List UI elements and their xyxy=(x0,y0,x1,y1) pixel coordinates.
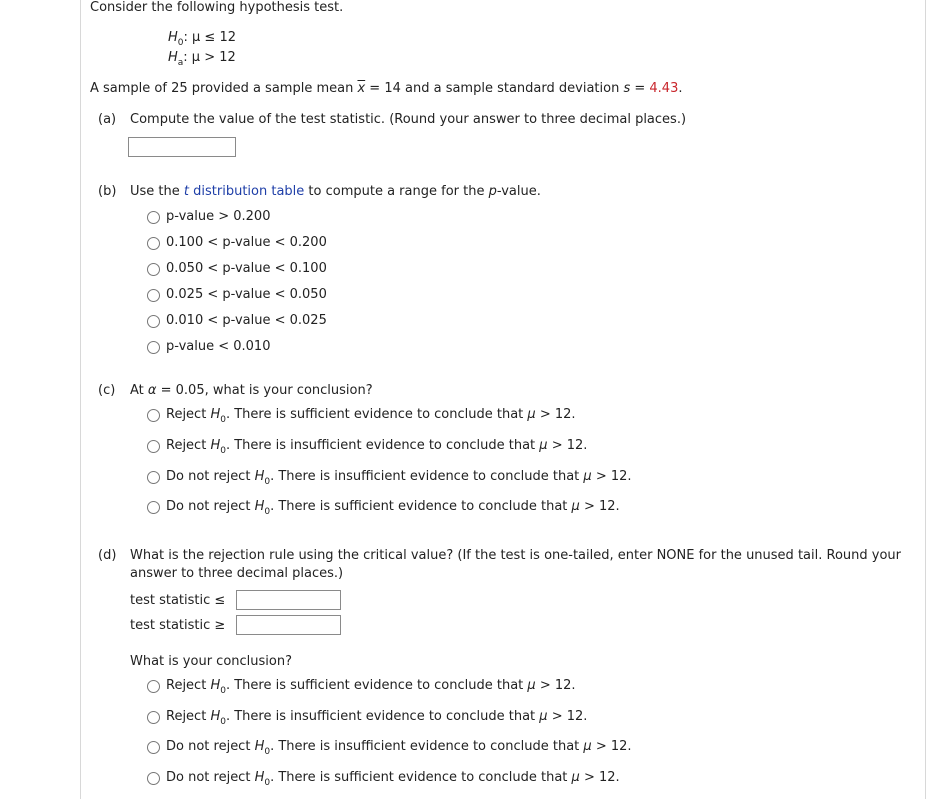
pvalue-option-1-radio[interactable] xyxy=(147,211,160,224)
pvalue-option-3: 0.050 < p-value < 0.100 xyxy=(166,261,327,276)
null-hypothesis: $H_0$: μ ≤ 12 xyxy=(168,30,236,48)
ge-label: test statistic ≥ xyxy=(130,618,226,633)
c-conclusion-4: Do not reject $H_0$. There is sufficient evidence to conclude that μ > 12. xyxy=(166,499,620,517)
sample-info: A sample of 25 provided a sample mean $\overline{x} = 14$ and a sample standard deviation s = 4.43. xyxy=(90,81,683,96)
c-conclusion-3: Do not reject $H_0$. There is insufficient evidence to conclude that μ > 12. xyxy=(166,469,632,487)
critical-value-lower-input[interactable] xyxy=(236,590,341,610)
d-conclusion-3-radio[interactable] xyxy=(147,741,160,754)
pvalue-option-2-radio[interactable] xyxy=(147,237,160,250)
part-c-question: At α = 0.05, what is your conclusion? xyxy=(130,383,373,398)
pvalue-option-5-radio[interactable] xyxy=(147,315,160,328)
s-value: 4.43 xyxy=(649,81,679,96)
d-conclusion-1-radio[interactable] xyxy=(147,680,160,693)
pvalue-option-4-radio[interactable] xyxy=(147,289,160,302)
d-conclusion-1: Reject $H_0$. There is sufficient evidence to conclude that μ > 12. xyxy=(166,678,576,696)
d-conclusion-4-radio[interactable] xyxy=(147,772,160,785)
part-d-conclusion-question: What is your conclusion? xyxy=(130,654,292,669)
part-d-question-line2: answer to three decimal places.) xyxy=(130,566,344,581)
part-d-question-line1: What is the rejection rule using the critical value? (If the test is one-tailed, enter NONE for the unused tail. Round your xyxy=(130,548,901,563)
pvalue-option-5: 0.010 < p-value < 0.025 xyxy=(166,313,327,328)
part-d-label: (d) xyxy=(98,548,117,563)
part-c-label: (c) xyxy=(98,383,116,398)
c-conclusion-2: Reject $H_0$. There is insufficient evidence to conclude that μ > 12. xyxy=(166,438,588,456)
pvalue-option-3-radio[interactable] xyxy=(147,263,160,276)
c-conclusion-4-radio[interactable] xyxy=(147,501,160,514)
d-conclusion-2-radio[interactable] xyxy=(147,711,160,724)
c-conclusion-1-radio[interactable] xyxy=(147,409,160,422)
pvalue-option-6-radio[interactable] xyxy=(147,341,160,354)
le-label: test statistic ≤ xyxy=(130,593,226,608)
part-a-label: (a) xyxy=(98,112,117,127)
pvalue-option-2: 0.100 < p-value < 0.200 xyxy=(166,235,327,250)
d-conclusion-2: Reject $H_0$. There is insufficient evidence to conclude that μ > 12. xyxy=(166,709,588,727)
part-a-question: Compute the value of the test statistic. (Round your answer to three decimal places.) xyxy=(130,112,687,127)
t-distribution-table-link[interactable]: t distribution table xyxy=(183,184,305,199)
pvalue-option-1: p-value > 0.200 xyxy=(166,209,271,224)
c-conclusion-3-radio[interactable] xyxy=(147,471,160,484)
pvalue-option-4: 0.025 < p-value < 0.050 xyxy=(166,287,327,302)
c-conclusion-1: Reject $H_0$. There is sufficient evidence to conclude that μ > 12. xyxy=(166,407,576,425)
d-conclusion-3: Do not reject $H_0$. There is insufficient evidence to conclude that μ > 12. xyxy=(166,739,632,757)
part-b-question: Use the t distribution table to compute a range for the p-value. xyxy=(130,184,541,199)
c-conclusion-2-radio[interactable] xyxy=(147,440,160,453)
d-conclusion-4: Do not reject $H_0$. There is sufficient evidence to conclude that μ > 12. xyxy=(166,770,620,788)
part-b-label: (b) xyxy=(98,184,117,199)
alt-hypothesis: $H_a$: μ > 12 xyxy=(168,50,236,68)
intro-text: Consider the following hypothesis test. xyxy=(90,0,344,15)
test-statistic-input[interactable] xyxy=(128,137,236,157)
critical-value-upper-input[interactable] xyxy=(236,615,341,635)
pvalue-option-6: p-value < 0.010 xyxy=(166,339,271,354)
